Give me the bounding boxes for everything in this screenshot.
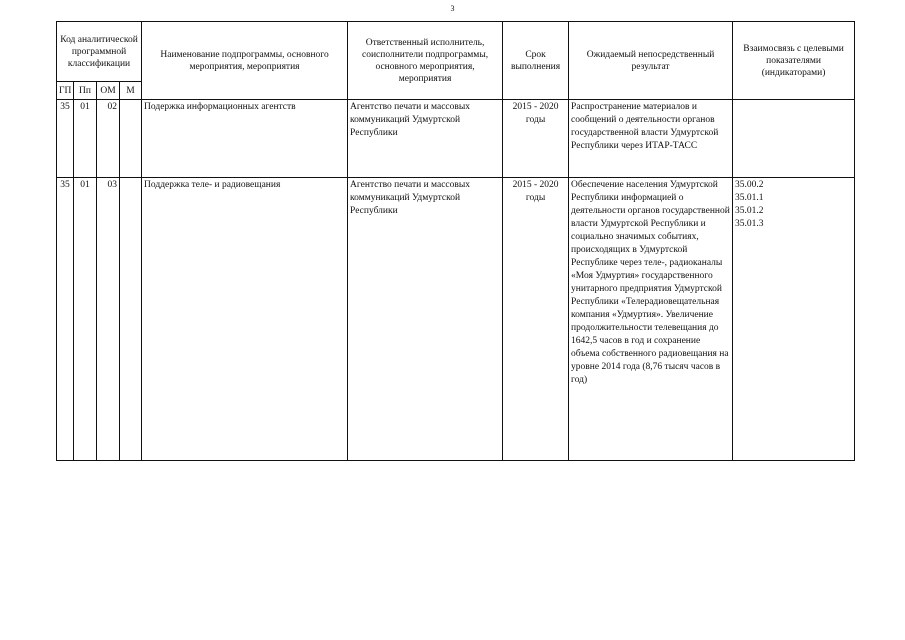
indicators-cell <box>733 100 855 178</box>
indicator-code: 35.01.1 <box>735 193 764 203</box>
table-row <box>57 178 855 461</box>
result-column-header: Ожидаемый непосредственный результат <box>569 22 733 100</box>
term-cell: 2015 - 2020 годы <box>503 100 569 178</box>
om-cell: 03 <box>97 178 120 461</box>
executor-cell: Агентство печати и массовых коммуникаций Удмуртской Республики <box>348 100 503 178</box>
m-cell <box>120 178 142 461</box>
pp-cell: 01 <box>74 178 97 461</box>
pp-cell: 01 <box>74 100 97 178</box>
term-column-header: Срок выполнения <box>503 22 569 100</box>
pp-column-header: Пп <box>74 82 97 100</box>
indicator-code: 35.01.2 <box>735 206 764 216</box>
activity-name-cell: Поддержка теле- и радиовещания <box>142 178 348 461</box>
indicator-code: 35.01.3 <box>735 219 764 229</box>
gp-column-header: ГП <box>57 82 74 100</box>
om-column-header: ОМ <box>97 82 120 100</box>
table-row <box>57 100 855 178</box>
indicators-cell <box>733 178 855 461</box>
om-cell: 02 <box>97 100 120 178</box>
executor-column-header: Ответственный исполнитель, соисполнители подпрограммы, основного мероприятия, мероприятия <box>348 22 503 100</box>
m-cell <box>120 100 142 178</box>
gp-cell: 35 <box>57 100 74 178</box>
program-table <box>56 21 855 461</box>
page-number: 3 <box>450 4 455 13</box>
result-cell: Обеспечение населения Удмуртской Республики информацией о деятельности органов государственной власти Удмуртской Республики и социально значимых событиях, происходящих в Удмуртской Республике через теле-, радиоканалы «Моя Удмуртия» государственного унитарного предприятия Удмуртской Республики «Телерадиовещательная компания «Удмуртия». Увеличение продолжительности телевещания до 1642,5 часов в год и сохранение объема собственного радиовещания на уровне 2014 года (8,76 тысяч часов в год) <box>569 178 733 461</box>
result-cell: Распространение материалов и сообщений о деятельности органов государственной власти Удмуртской Республики через ИТАР-ТАСС <box>569 100 733 178</box>
activity-name-cell: Подержка информационных агентств <box>142 100 348 178</box>
code-classification-header: Код аналитической программной классификации <box>57 22 142 82</box>
gp-cell: 35 <box>57 178 74 461</box>
executor-cell: Агентство печати и массовых коммуникаций Удмуртской Республики <box>348 178 503 461</box>
m-column-header: М <box>120 82 142 100</box>
term-cell: 2015 - 2020 годы <box>503 178 569 461</box>
indicator-code: 35.00.2 <box>735 180 764 190</box>
indicators-column-header: Взаимосвязь с целевыми показателями (индикаторами) <box>733 22 855 100</box>
name-column-header: Наименование подпрограммы, основного мероприятия, мероприятия <box>142 22 348 100</box>
